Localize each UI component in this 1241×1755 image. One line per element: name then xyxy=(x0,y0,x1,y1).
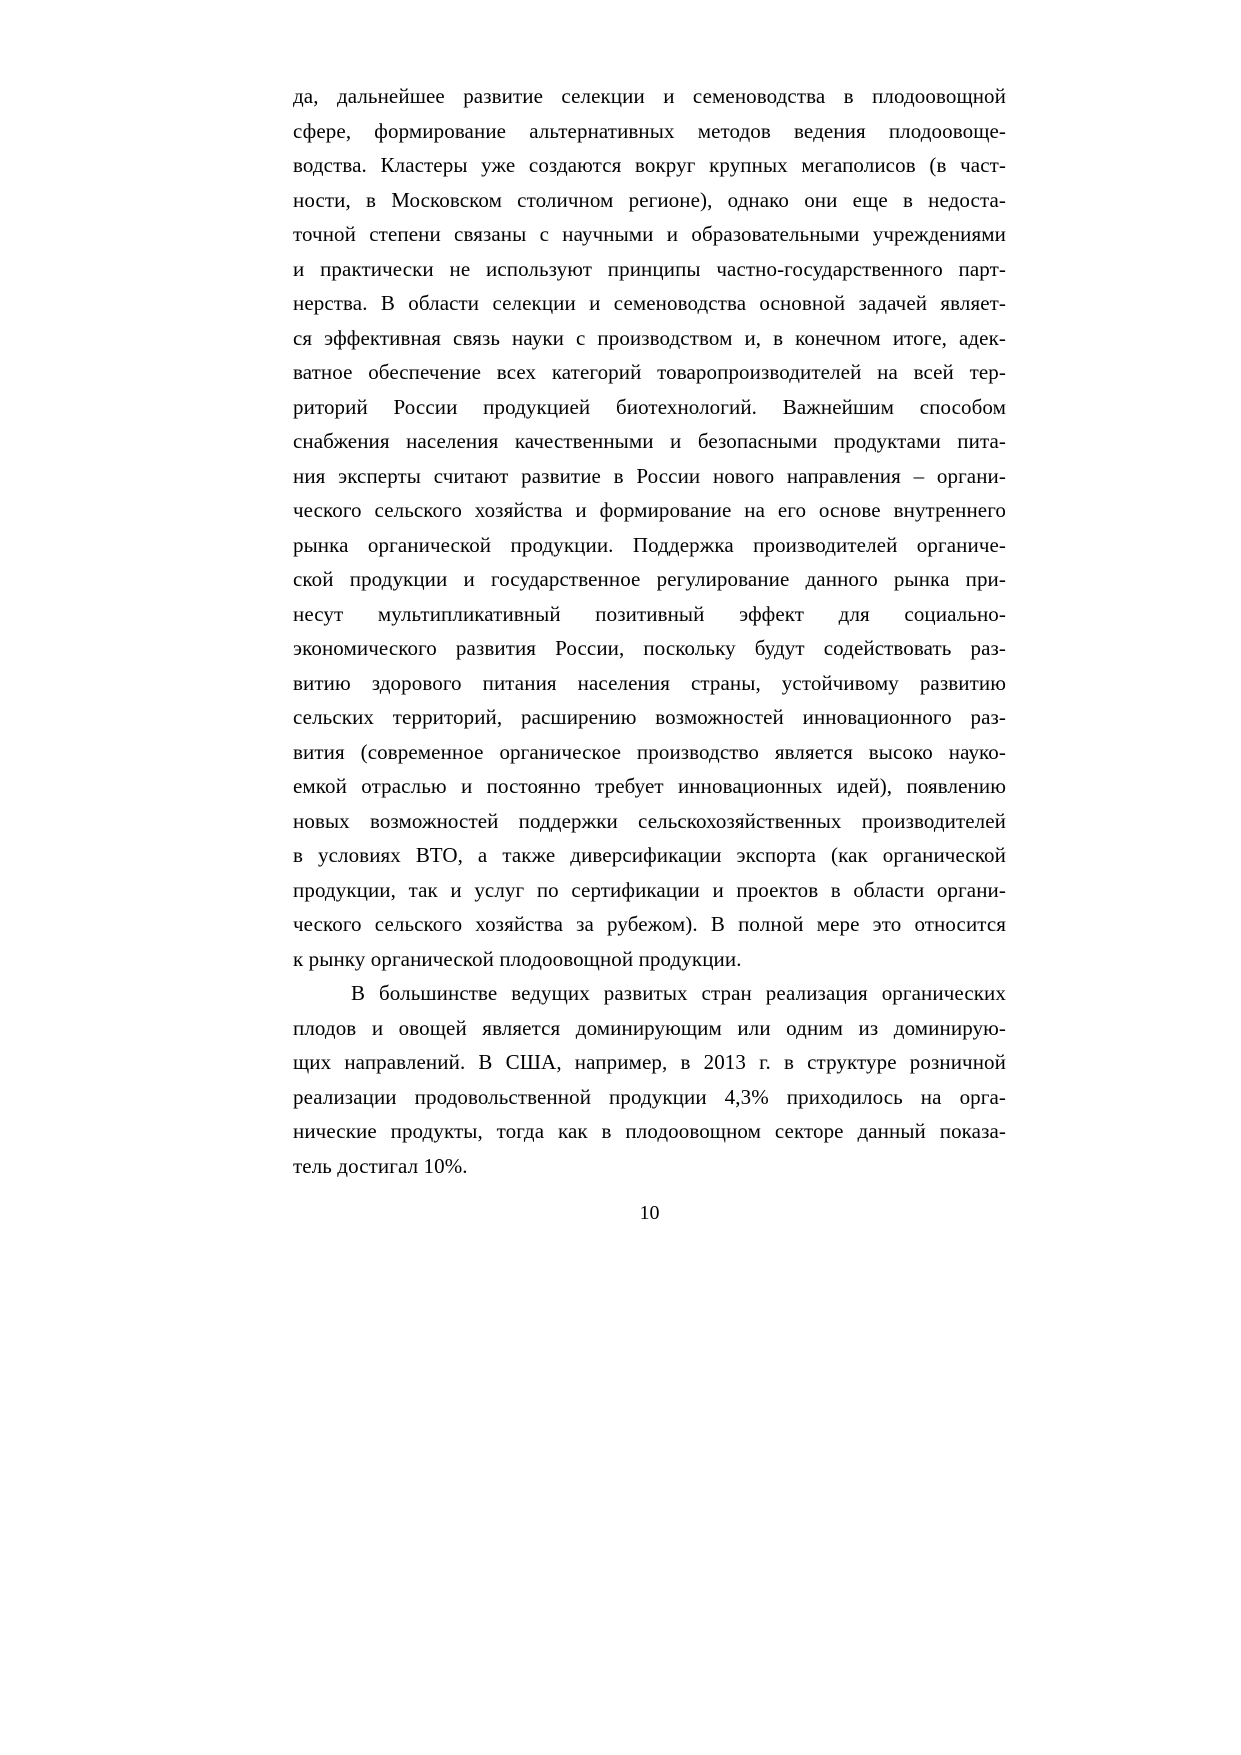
text-line: новых возможностей поддержки сельскохозяйственных производителей xyxy=(293,808,1006,833)
text-line: В большинстве ведущих развитых стран реализация органических xyxy=(351,981,1006,1005)
text-line: ческого сельского хозяйства и формирование на его основе внутреннего xyxy=(293,498,1006,522)
text-line: щих направлений. В США, например, в 2013 г. в структуре розничной xyxy=(293,1050,1006,1074)
text-line: ской продукции и государственное регулирование данного рынка при- xyxy=(293,567,1006,591)
text-line: сфере, формирование альтернативных методов ведения плодоовоще- xyxy=(293,118,1006,143)
body-text xyxy=(293,79,1006,1183)
text-line: ся эффективная связь науки с производством и, в конечном итоге, адек- xyxy=(293,325,1006,350)
text-line: экономического развития России, поскольку будут содействовать раз- xyxy=(293,636,1006,660)
text-line: реализации продовольственной продукции 4,3% приходилось на орга- xyxy=(293,1084,1006,1109)
text-line: тель достигал 10%. xyxy=(293,1153,468,1178)
paragraph xyxy=(293,976,1006,1183)
text-line: ности, в Московском столичном регионе), однако они еще в недоста- xyxy=(293,187,1006,212)
text-line: нерства. В области селекции и семеноводства основной задачей являет- xyxy=(293,291,1006,315)
text-line: рынка органической продукции. Поддержка производителей органиче- xyxy=(293,532,1006,557)
text-line: емкой отраслью и постоянно требует инновационных идей), появлению xyxy=(293,774,1006,798)
text-line: несут мультипликативный позитивный эффект для социально- xyxy=(293,601,1006,626)
text-line: ватное обеспечение всех категорий товаропроизводителей на всей тер- xyxy=(293,360,1006,384)
text-line: к рынку органической плодоовощной продукции. xyxy=(293,946,742,971)
text-line: и практически не используют принципы частно-государственного парт- xyxy=(293,256,1006,281)
text-line: снабжения населения качественными и безопасными продуктами пита- xyxy=(293,429,1006,453)
text-line: водства. Кластеры уже создаются вокруг крупных мегаполисов (в част- xyxy=(293,153,1006,177)
text-line: ческого сельского хозяйства за рубежом). В полной мере это относится xyxy=(293,912,1006,936)
paragraph xyxy=(293,79,1006,976)
text-line: витию здорового питания населения страны, устойчивому развитию xyxy=(293,670,1006,695)
text-line: ния эксперты считают развитие в России нового направления – органи- xyxy=(293,463,1006,488)
text-line: нические продукты, тогда как в плодоовощном секторе данный показа- xyxy=(293,1119,1006,1143)
text-line: да, дальнейшее развитие селекции и семеноводства в плодоовощной xyxy=(293,84,1006,108)
text-line: продукции, так и услуг по сертификации и проектов в области органи- xyxy=(293,877,1006,902)
text-line: риторий России продукцией биотехнологий. Важнейшим способом xyxy=(293,394,1006,419)
text-line: сельских территорий, расширению возможностей инновационного раз- xyxy=(293,705,1006,729)
text-line: точной степени связаны с научными и образовательными учреждениями xyxy=(293,222,1006,246)
text-line: в условиях ВТО, а также диверсификации экспорта (как органической xyxy=(293,843,1006,867)
page-number: 10 xyxy=(639,1202,660,1224)
text-line: вития (современное органическое производство является высоко науко- xyxy=(293,739,1006,764)
text-line: плодов и овощей является доминирующим или одним из доминирую- xyxy=(293,1015,1006,1040)
